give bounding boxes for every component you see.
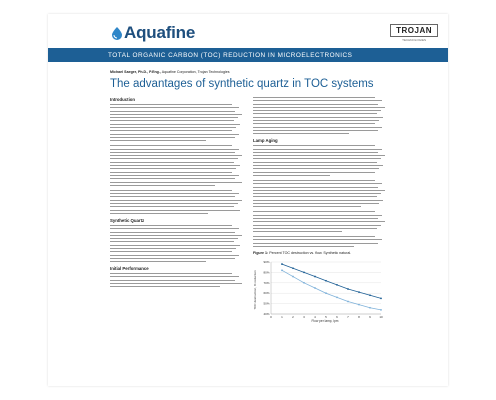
- body-paragraph: [253, 236, 386, 247]
- text-line: [110, 241, 234, 242]
- water-drop-icon: [110, 26, 124, 40]
- x-tick-label: 2: [292, 314, 294, 319]
- text-line: [110, 111, 235, 112]
- text-line: [253, 158, 381, 159]
- text-line: [110, 149, 239, 150]
- text-line: [253, 107, 385, 108]
- text-line: [110, 213, 208, 214]
- text-line: [253, 215, 382, 216]
- heading-introduction: Introduction: [110, 97, 136, 102]
- data-point: [303, 282, 305, 284]
- data-point: [281, 263, 283, 265]
- text-line: [253, 130, 378, 131]
- text-line: [253, 155, 385, 156]
- x-tick-label: 5: [325, 314, 327, 319]
- text-line: [253, 193, 381, 194]
- x-tick-label: 3: [303, 314, 305, 319]
- body-paragraph: [110, 190, 243, 214]
- body-paragraph: [253, 180, 386, 207]
- text-line: [253, 206, 361, 207]
- text-line: [110, 225, 232, 226]
- text-line: [253, 243, 378, 244]
- y-tick-label: 90%: [263, 259, 270, 264]
- author-name: Michael Saeger, Ph.D., P.Eng.,: [110, 70, 161, 74]
- x-tick-label: 7: [347, 314, 349, 319]
- text-line: [253, 172, 375, 173]
- text-line: [110, 178, 235, 179]
- y-tick-label: 70%: [263, 280, 270, 285]
- data-point: [303, 271, 305, 273]
- right-column: [253, 97, 386, 324]
- y-tick-label: 80%: [263, 270, 270, 275]
- text-line: [253, 180, 375, 181]
- text-line: [110, 276, 239, 277]
- y-tick-label: 40%: [263, 311, 270, 316]
- text-line: [110, 137, 235, 138]
- partner-logo-sub: TECHNOLOGIES: [402, 38, 426, 42]
- figure-label: Figure 1:: [253, 250, 269, 255]
- heading-lamp-aging: Lamp Aging: [253, 138, 278, 144]
- data-point: [292, 267, 294, 269]
- figure-caption: [253, 251, 386, 255]
- body-paragraph: [253, 97, 386, 134]
- text-line: [253, 225, 381, 226]
- text-line: [253, 97, 375, 98]
- text-line: [110, 172, 232, 173]
- text-line: [253, 187, 378, 188]
- x-tick-label: 1: [281, 314, 283, 319]
- text-line: [110, 251, 232, 252]
- aquafine-logo: [110, 23, 195, 43]
- data-point: [380, 297, 382, 299]
- text-line: [253, 239, 382, 240]
- header: [48, 14, 448, 48]
- text-line: [253, 120, 379, 121]
- text-line: [110, 162, 234, 163]
- text-line: [253, 110, 381, 111]
- trojan-logo: [390, 24, 438, 42]
- text-line: [110, 193, 239, 194]
- text-line: [253, 152, 378, 153]
- text-line: [110, 273, 232, 274]
- text-line: [253, 165, 383, 166]
- text-line: [253, 117, 383, 118]
- data-point: [314, 276, 316, 278]
- partner-logo-text: TROJAN: [390, 24, 438, 37]
- text-line: [253, 221, 385, 222]
- data-point: [292, 276, 294, 278]
- text-line: [110, 258, 235, 259]
- text-line: [253, 196, 377, 197]
- x-tick-label: 6: [336, 314, 338, 319]
- text-line: [110, 117, 238, 118]
- data-point: [314, 287, 316, 289]
- text-line: [253, 203, 379, 204]
- text-line: [253, 123, 375, 124]
- text-line: [110, 245, 240, 246]
- text-line: [110, 238, 238, 239]
- text-line: [110, 206, 234, 207]
- left-column: [110, 97, 243, 291]
- data-point: [347, 301, 349, 303]
- text-line: [110, 228, 239, 229]
- text-line: [110, 182, 242, 183]
- document-page: [48, 14, 448, 386]
- x-tick-label: 4: [314, 314, 316, 319]
- text-line: [110, 185, 215, 186]
- text-line: [253, 168, 379, 169]
- body-paragraph: [110, 145, 243, 186]
- data-point: [336, 284, 338, 286]
- text-line: [110, 203, 238, 204]
- text-line: [110, 120, 234, 121]
- text-line: [110, 134, 239, 135]
- text-line: [110, 152, 235, 153]
- text-line: [253, 113, 377, 114]
- text-line: [110, 286, 220, 287]
- text-line: [253, 127, 382, 128]
- text-line: [110, 124, 240, 125]
- text-line: [110, 196, 235, 197]
- text-line: [253, 236, 375, 237]
- data-point: [347, 288, 349, 290]
- text-line: [110, 283, 242, 284]
- author-affiliation: Aquafine Corporation, Trojan Technologies: [161, 70, 230, 74]
- text-line: [253, 190, 385, 191]
- text-line: [110, 255, 239, 256]
- data-point: [325, 292, 327, 294]
- body-paragraph: [253, 211, 386, 232]
- body-paragraph: [253, 145, 386, 176]
- data-point: [369, 307, 371, 309]
- text-line: [253, 133, 349, 134]
- text-line: [110, 190, 232, 191]
- text-line: [110, 127, 236, 128]
- text-line: [253, 149, 382, 150]
- text-line: [110, 280, 235, 281]
- text-line: [110, 107, 239, 108]
- text-line: [253, 104, 378, 105]
- data-point: [369, 294, 371, 296]
- text-line: [253, 200, 383, 201]
- text-line: [253, 162, 377, 163]
- text-line: [110, 104, 232, 105]
- body-paragraph: [110, 273, 243, 287]
- text-line: [253, 211, 375, 212]
- text-line: [110, 248, 236, 249]
- text-line: [253, 100, 382, 101]
- text-line: [110, 232, 235, 233]
- text-line: [110, 130, 232, 131]
- data-point: [336, 296, 338, 298]
- text-line: [110, 175, 239, 176]
- text-line: [110, 165, 240, 166]
- text-line: [110, 114, 242, 115]
- page-title: The advantages of synthetic quartz in TOC systems: [110, 78, 374, 90]
- text-line: [110, 235, 242, 236]
- heading-synthetic-quartz: Synthetic Quartz: [110, 217, 145, 223]
- text-line: [253, 228, 377, 229]
- text-line: [110, 168, 236, 169]
- text-line: [253, 231, 342, 232]
- chart-y-label: TOC destruction, % reduction: [253, 270, 257, 310]
- data-point: [325, 280, 327, 282]
- text-line: [253, 145, 375, 146]
- chart-y-ticks: [263, 260, 269, 316]
- text-line: [110, 158, 238, 159]
- x-tick-label: 0: [270, 314, 272, 319]
- series-line-2: [282, 270, 381, 310]
- x-tick-label: 9: [369, 314, 371, 319]
- text-line: [110, 140, 206, 141]
- data-point: [380, 309, 382, 311]
- text-line: [110, 145, 232, 146]
- brand-name: Aquafine: [124, 23, 196, 42]
- x-tick-label: 10: [379, 314, 383, 319]
- byline: [110, 70, 230, 74]
- data-point: [358, 291, 360, 293]
- data-point: [358, 304, 360, 306]
- text-line: [110, 261, 206, 262]
- title-banner: [48, 48, 448, 62]
- figure-caption-text: Percent TOC destruction vs. flow. Synthetic natural.: [269, 250, 352, 255]
- text-line: [253, 246, 354, 247]
- banner-text: TOTAL ORGANIC CARBON (TOC) REDUCTION IN MICROELECTRONICS: [108, 51, 353, 59]
- text-line: [110, 155, 242, 156]
- toc-chart: [253, 258, 386, 324]
- x-tick-label: 8: [358, 314, 360, 319]
- data-point: [281, 269, 283, 271]
- heading-initial-performance: Initial Performance: [110, 266, 149, 272]
- text-line: [110, 200, 242, 201]
- chart-x-label: Flow per lamp, lpm: [311, 318, 339, 323]
- body-paragraph: [110, 104, 243, 141]
- body-paragraph: [110, 225, 243, 262]
- text-line: [253, 183, 382, 184]
- y-tick-label: 50%: [263, 301, 270, 306]
- text-line: [253, 218, 378, 219]
- y-tick-label: 60%: [263, 291, 270, 296]
- text-line: [110, 210, 240, 211]
- text-line: [253, 175, 330, 176]
